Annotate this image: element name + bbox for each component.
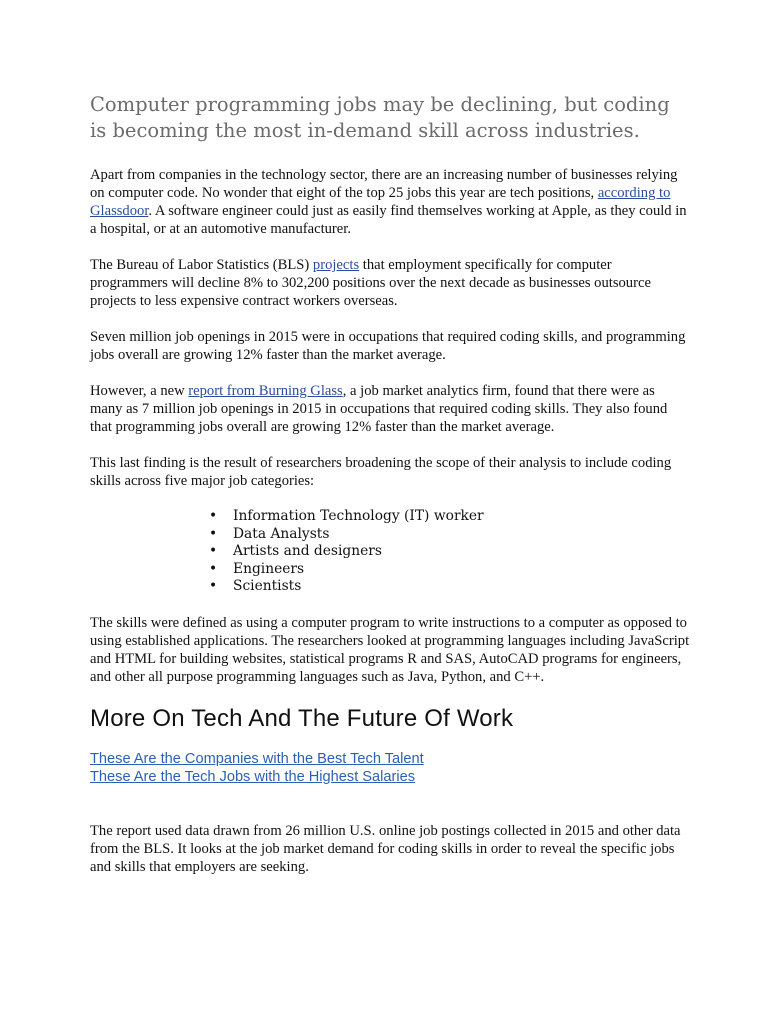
bullet-icon: • (209, 578, 218, 595)
list-item (90, 526, 690, 544)
paragraph-glassdoor (90, 166, 690, 238)
bullet-icon: • (209, 560, 218, 577)
paragraph-bls (90, 256, 690, 310)
bullet-icon: • (209, 525, 218, 542)
paragraph-text: , a job market analytics firm, found that there were as many as 7 million job openings in 2015 in occupations that required coding skills. They also found that programming jobs overall are growing 12% faster than the market average. (90, 383, 668, 435)
list-item-label: Information Technology (IT) worker (233, 508, 484, 524)
list-item-label: Scientists (233, 578, 302, 595)
bullet-icon: • (209, 508, 218, 524)
paragraph-text: The Bureau of Labor Statistics (BLS) (90, 257, 313, 273)
article (90, 92, 690, 894)
related-link-highest-salaries[interactable]: These Are the Tech Jobs with the Highest Salaries (90, 768, 416, 785)
list-item (90, 561, 690, 579)
glassdoor-link[interactable]: according to Glassdoor (90, 185, 671, 219)
list-item-label: Data Analysts (233, 525, 330, 542)
paragraph-text: However, a new (90, 383, 189, 399)
list-item (90, 543, 690, 561)
bullet-icon: • (209, 543, 218, 560)
section-title: More On Tech And The Future Of Work (90, 704, 514, 732)
paragraph-categories-intro: This last finding is the result of researchers broadening the scope of their analysis to include coding skills across five major job categories: (90, 455, 672, 489)
list-item (90, 508, 690, 526)
job-categories-list (90, 508, 690, 596)
paragraph-text: . A software engineer could just as easily find themselves working at Apple, as they could in a hospital, or at an automotive manufacturer. (90, 203, 687, 237)
paragraph-skills-definition: The skills were defined as using a computer program to write instructions to a computer as opposed to using established applications. The researchers looked at programming languages including JavaScript and HTML for building websites, statistical programs R and SAS, AutoCAD programs for engineers, and other all purpose programming languages such as Java, Python, and C++. (90, 614, 690, 685)
list-item-label: Engineers (233, 560, 305, 577)
list-item-label: Artists and designers (233, 543, 382, 560)
paragraph-job-openings: Seven million job openings in 2015 were in occupations that required coding skills, and programming jobs overall are growing 12% faster than the market average. (90, 329, 686, 363)
list-item (90, 578, 690, 596)
paragraph-report-data: The report used data drawn from 26 million U.S. online job postings collected in 2015 and other data from the BLS. It looks at the job market demand for coding skills in order to reveal the specific jobs and skills that employers are seeking. (90, 822, 681, 875)
related-link-best-tech-talent[interactable]: These Are the Companies with the Best Tech Talent (90, 750, 424, 767)
article-headline: Computer programming jobs may be declining, but coding is becoming the most in-demand skill across industries. (90, 93, 670, 142)
projects-link[interactable]: projects (312, 257, 360, 273)
paragraph-text: Apart from companies in the technology sector, there are an increasing number of businesses relying on computer code. No wonder that eight of the top 25 jobs this year are tech positions, (90, 167, 678, 201)
related-links (90, 750, 690, 786)
burning-glass-report-link[interactable]: report from Burning Glass (188, 383, 343, 399)
paragraph-burning-glass (90, 382, 690, 436)
paragraph-text: that employment specifically for computer programmers will decline 8% to 302,200 positions over the next decade as businesses outsource projects to less expensive contract workers overseas. (90, 257, 651, 309)
